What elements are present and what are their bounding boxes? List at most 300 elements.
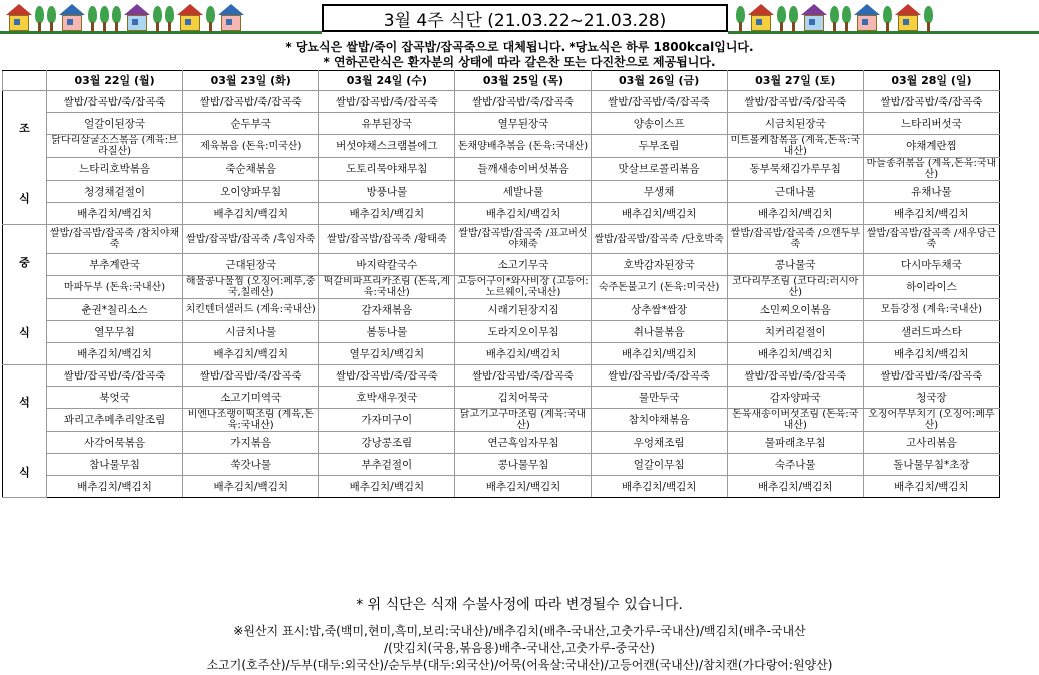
menu-cell <box>183 432 319 454</box>
menu-item: 쌀밥/잡곡밥/죽/잡곡죽 <box>335 95 438 108</box>
menu-cell <box>863 432 999 454</box>
menu-item: 가자미구이 <box>361 414 413 426</box>
house-icon <box>124 4 150 32</box>
menu-item: 상추쌈*쌈장 <box>631 303 688 316</box>
menu-item: 배추김치/백김치 <box>349 480 425 493</box>
menu-item: 콩나물국 <box>774 258 816 271</box>
menu-cell <box>591 276 727 299</box>
menu-item: 감자양파국 <box>769 391 821 404</box>
day-header: 03월 25일 (목) <box>455 71 591 91</box>
tree-icon <box>830 6 839 32</box>
menu-item: 유부된장국 <box>361 117 413 130</box>
menu-item: 쑥갓나물 <box>230 458 271 471</box>
menu-item: 시금치나물 <box>225 325 277 338</box>
menu-cell <box>47 276 183 299</box>
menu-item: 숙주나물 <box>774 458 816 471</box>
menu-item: 감자채볶음 <box>361 303 413 316</box>
menu-item: 세발나물 <box>502 185 544 198</box>
menu-body <box>3 91 1000 498</box>
menu-cell <box>727 476 863 498</box>
menu-cell <box>863 135 999 158</box>
menu-row <box>3 432 1000 454</box>
tree-icon <box>100 6 109 32</box>
tree-icon <box>924 6 933 32</box>
menu-item: 마늘종쥐볶음 (계육,돈육:국내산) <box>866 158 997 180</box>
menu-item: 버섯야채스크램블에그 <box>336 140 438 152</box>
menu-item: 오징어무부치기 (오징어:페루산) <box>868 409 995 431</box>
menu-cell <box>591 299 727 321</box>
menu-item: 하이라이스 <box>906 281 957 293</box>
menu-item: 쌀밥/잡곡밥/죽/잡곡죽 <box>63 369 166 382</box>
menu-item: 비엔나조랭이떡조림 (계육,돈육:국내산) <box>187 409 314 431</box>
menu-cell <box>727 181 863 203</box>
menu-row <box>3 135 1000 158</box>
menu-cell <box>591 225 727 254</box>
menu-cell <box>47 365 183 387</box>
house-icon <box>801 4 827 32</box>
menu-cell <box>455 91 591 113</box>
menu-item: 쌀밥/잡곡밥/죽/잡곡죽 <box>880 369 983 382</box>
menu-item: 도라지오이무침 <box>487 325 559 338</box>
menu-item: 물만두국 <box>638 391 680 404</box>
menu-item: 배추김치/백김치 <box>213 207 288 220</box>
menu-cell <box>591 158 727 181</box>
menu-cell <box>319 181 455 203</box>
menu-cell <box>863 409 999 432</box>
house-icon <box>895 4 921 32</box>
menu-cell <box>727 254 863 276</box>
meal-label-top: 조 <box>19 122 30 135</box>
menu-cell <box>183 365 319 387</box>
menu-item: 유채나물 <box>911 185 952 198</box>
menu-cell <box>455 365 591 387</box>
menu-item: 시래기된장지짐 <box>487 303 559 316</box>
menu-item: 얼갈이된장국 <box>84 117 145 130</box>
menu-cell <box>863 321 999 343</box>
menu-item: 배추김치/백김치 <box>758 347 833 360</box>
origin-note-line1: ※원산지 표시:밥,죽(백미,현미,흑미,보리:국내산)/배추김치(배추-국내산,고춧가루-국내산)/백김치(배추-국내산 <box>233 624 806 638</box>
day-header: 03월 26일 (금) <box>591 71 727 91</box>
menu-cell <box>727 299 863 321</box>
house-icon <box>59 4 85 32</box>
corner-cell <box>3 71 47 91</box>
menu-item: 배추김치/백김치 <box>77 347 152 360</box>
menu-cell <box>591 343 727 365</box>
page-title: 3월 4주 식단 (21.03.22~21.03.28) <box>322 4 728 32</box>
menu-item: 양송이스프 <box>633 117 685 130</box>
menu-cell <box>591 432 727 454</box>
menu-item: 배추김치/백김치 <box>213 347 288 360</box>
menu-cell <box>455 181 591 203</box>
menu-item: 들깨새송이버섯볶음 <box>477 163 569 175</box>
menu-item: 미트볼케찹볶음 (계육,돈육:국내산) <box>730 135 861 157</box>
menu-row <box>3 91 1000 113</box>
menu-cell <box>183 387 319 409</box>
menu-cell <box>319 343 455 365</box>
menu-item: 느타리호박볶음 <box>79 163 151 175</box>
meal-label-bottom: 식 <box>19 192 30 205</box>
menu-item: 배추김치/백김치 <box>485 480 561 493</box>
menu-cell <box>319 225 455 254</box>
menu-row <box>3 203 1000 225</box>
menu-item: 취나물볶음 <box>633 325 685 338</box>
menu-cell <box>863 254 999 276</box>
meal-label-top: 석 <box>19 396 30 409</box>
menu-item: 순두부국 <box>230 117 271 130</box>
menu-cell <box>47 254 183 276</box>
menu-cell <box>455 387 591 409</box>
menu-item: 오이양파무침 <box>220 185 282 198</box>
menu-cell <box>455 203 591 225</box>
menu-item: 다시마두채국 <box>900 258 962 271</box>
menu-cell <box>863 476 999 498</box>
menu-item: 돈채양배추볶음 (돈육:국내산) <box>457 140 589 152</box>
menu-item: 무생채 <box>643 185 675 198</box>
meal-label-bottom: 식 <box>19 326 30 339</box>
menu-cell <box>863 181 999 203</box>
menu-item: 제육볶음 (돈육:미국산) <box>200 140 302 152</box>
menu-cell <box>183 476 319 498</box>
tree-icon <box>88 6 97 32</box>
menu-item: 배추김치/백김치 <box>894 480 969 493</box>
menu-item: 모듬강정 (계육:국내산) <box>880 304 983 315</box>
menu-cell <box>47 181 183 203</box>
menu-cell <box>47 409 183 432</box>
menu-cell <box>319 276 455 299</box>
menu-item: 배추김치/백김치 <box>485 347 561 360</box>
menu-item: 치커리겉절이 <box>764 325 826 338</box>
meal-label-lunch <box>3 225 47 365</box>
menu-cell <box>47 113 183 135</box>
menu-item: 부추계란국 <box>89 258 140 271</box>
menu-cell <box>47 203 183 225</box>
tree-icon <box>777 6 786 32</box>
menu-item: 청경채겉절이 <box>84 185 145 198</box>
menu-row <box>3 299 1000 321</box>
menu-item: 야채계란찜 <box>906 140 957 152</box>
menu-cell <box>319 321 455 343</box>
day-header: 03월 22일 (월) <box>47 71 183 91</box>
menu-row <box>3 365 1000 387</box>
menu-cell <box>455 299 591 321</box>
tree-icon <box>883 6 892 32</box>
menu-row <box>3 276 1000 299</box>
menu-cell <box>455 432 591 454</box>
house-icon <box>177 4 203 32</box>
menu-item: 코다리무조림 (코다리:러시아산) <box>732 276 859 298</box>
menu-cell <box>727 203 863 225</box>
menu-cell <box>455 409 591 432</box>
menu-item: 쌀밥/잡곡밥/죽/잡곡죽 <box>880 95 983 108</box>
tree-icon <box>35 6 44 32</box>
menu-item: 배추김치/백김치 <box>894 207 969 220</box>
menu-item: 배추김치/백김치 <box>77 207 152 220</box>
menu-cell <box>591 91 727 113</box>
menu-cell <box>863 158 999 181</box>
house-icon <box>6 4 32 32</box>
menu-cell <box>319 409 455 432</box>
menu-item: 가지볶음 <box>230 436 271 449</box>
menu-item: 닭다리살굴소스볶음 (계육:브라질산) <box>51 135 178 157</box>
menu-item: 봄동나물 <box>366 325 408 338</box>
menu-cell <box>455 254 591 276</box>
tree-icon <box>842 6 851 32</box>
menu-cell <box>455 476 591 498</box>
tree-icon <box>153 6 162 32</box>
menu-cell <box>727 365 863 387</box>
menu-item: 맛살브로콜리볶음 <box>618 163 700 175</box>
menu-cell <box>319 135 455 158</box>
menu-cell <box>455 454 591 476</box>
menu-cell <box>47 343 183 365</box>
meal-label-top: 중 <box>19 256 30 269</box>
origin-note-line2: /(맛김치(국용,볶음용)배추-국내산,고춧가루-중국산) <box>384 641 655 655</box>
menu-cell <box>863 343 999 365</box>
menu-cell <box>47 158 183 181</box>
menu-cell <box>47 387 183 409</box>
day-header: 03월 27일 (토) <box>727 71 863 91</box>
menu-item: 시금치된장국 <box>764 117 826 130</box>
menu-item: 꽈리고추메추리알조림 <box>63 414 166 426</box>
menu-item: 치킨텐더샐러드 (계육:국내산) <box>185 304 316 315</box>
menu-cell <box>47 432 183 454</box>
menu-cell <box>183 321 319 343</box>
menu-row <box>3 225 1000 254</box>
menu-item: 강낭콩조림 <box>361 436 413 449</box>
menu-item: 김치어묵국 <box>497 391 549 404</box>
menu-cell <box>47 321 183 343</box>
menu-cell <box>319 299 455 321</box>
menu-item: 도토리묵야채무침 <box>346 163 428 175</box>
day-header: 03월 24일 (수) <box>319 71 455 91</box>
menu-item: 쌀밥/잡곡밥/죽/잡곡죽 <box>335 369 438 382</box>
menu-item: 근대된장국 <box>225 258 277 271</box>
menu-cell <box>47 91 183 113</box>
menu-item: 열무된장국 <box>497 117 549 130</box>
menu-cell <box>863 276 999 299</box>
menu-cell <box>47 476 183 498</box>
house-icon <box>218 4 244 32</box>
menu-item: 참나물무침 <box>89 458 140 471</box>
menu-cell <box>47 454 183 476</box>
day-header: 03월 23일 (화) <box>183 71 319 91</box>
origin-note-line3: 소고기(호주산)/두부(대두:외국산)/순두부(대두:외국산)/어묵(어육살:국내산)/고등어캔(국내산)/참치캔(가다랑어:원양산) <box>206 658 833 672</box>
menu-item: 쌀밥/잡곡밥/잡곡죽 /새우당근죽 <box>866 228 997 250</box>
menu-item: 쌀밥/잡곡밥/죽/잡곡죽 <box>472 369 574 382</box>
menu-row <box>3 476 1000 498</box>
menu-cell <box>319 454 455 476</box>
menu-item: 배추김치/백김치 <box>894 347 969 360</box>
tree-icon <box>47 6 56 32</box>
meal-label-breakfast <box>3 91 47 225</box>
menu-cell <box>183 181 319 203</box>
menu-cell <box>319 158 455 181</box>
menu-cell <box>47 225 183 254</box>
menu-item: 샐러드파스타 <box>900 325 962 338</box>
menu-item: 소민찌오이볶음 <box>759 303 831 316</box>
meal-label-bottom: 식 <box>19 466 30 479</box>
menu-cell <box>319 365 455 387</box>
day-header-row <box>3 71 1000 91</box>
menu-cell <box>183 225 319 254</box>
menu-item: 배추김치/백김치 <box>621 480 697 493</box>
notice-diabetic: * 당뇨식은 쌀밥/죽이 잡곡밥/잡곡죽으로 대체됩니다. *당뇨식은 하루 1800kcal입니다. <box>285 40 754 54</box>
menu-cell <box>455 225 591 254</box>
menu-item: 배추김치/백김치 <box>758 207 833 220</box>
menu-item: 돈육새송이버섯조림 (돈육:국내산) <box>732 409 859 431</box>
menu-cell <box>183 203 319 225</box>
menu-row <box>3 409 1000 432</box>
menu-row <box>3 181 1000 203</box>
menu-item: 쌀밥/잡곡밥/잡곡죽 /황태죽 <box>327 233 447 245</box>
menu-cell <box>863 387 999 409</box>
menu-cell <box>591 203 727 225</box>
house-icon <box>854 4 880 32</box>
day-header: 03월 28일 (일) <box>863 71 999 91</box>
house-icon <box>748 4 774 32</box>
menu-cell <box>591 454 727 476</box>
menu-item: 두부조림 <box>638 140 680 152</box>
menu-cell <box>591 476 727 498</box>
menu-item: 죽순채볶음 <box>225 163 277 175</box>
menu-cell <box>183 409 319 432</box>
menu-item: 쌀밥/잡곡밥/죽/잡곡죽 <box>63 95 166 108</box>
menu-row <box>3 113 1000 135</box>
menu-cell <box>591 387 727 409</box>
menu-row <box>3 158 1000 181</box>
menu-cell <box>455 343 591 365</box>
menu-cell <box>863 203 999 225</box>
menu-cell <box>183 158 319 181</box>
menu-item: 느타리버섯국 <box>900 117 962 130</box>
tree-icon <box>206 6 215 32</box>
menu-item: 쌀밥/잡곡밥/죽/잡곡죽 <box>744 369 847 382</box>
menu-cell <box>183 254 319 276</box>
menu-item: 고등어구이*와사비장 (고등어:노르웨이,국내산) <box>457 276 589 298</box>
menu-cell <box>727 454 863 476</box>
tree-icon <box>789 6 798 32</box>
menu-cell <box>455 113 591 135</box>
menu-item: 방풍나물 <box>366 185 408 198</box>
menu-item: 쌀밥/잡곡밥/죽/잡곡죽 <box>744 95 847 108</box>
menu-item: 열무무침 <box>94 325 135 338</box>
menu-cell <box>319 91 455 113</box>
menu-cell <box>319 432 455 454</box>
menu-item: 콩나물무침 <box>497 458 549 471</box>
menu-item: 쌀밥/잡곡밥/죽/잡곡죽 <box>608 369 711 382</box>
menu-item: 숙주돈불고기 (돈육:미국산) <box>598 281 720 293</box>
menu-cell <box>319 476 455 498</box>
menu-item: 바지락칼국수 <box>356 258 418 271</box>
menu-cell <box>183 276 319 299</box>
menu-cell <box>727 321 863 343</box>
menu-item: 배추김치/백김치 <box>621 207 697 220</box>
menu-item: 배추김치/백김치 <box>485 207 561 220</box>
menu-item: 쌀밥/잡곡밥/잡곡죽 /단호박죽 <box>594 233 724 245</box>
menu-item: 배추김치/백김치 <box>621 347 697 360</box>
menu-cell <box>863 454 999 476</box>
tree-icon <box>736 6 745 32</box>
menu-item: 쌀밥/잡곡밥/죽/잡곡죽 <box>199 95 302 108</box>
menu-cell <box>591 365 727 387</box>
menu-item: 쌀밥/잡곡밥/죽/잡곡죽 <box>472 95 574 108</box>
menu-cell <box>183 135 319 158</box>
menu-item: 호박감자된장국 <box>623 258 695 271</box>
menu-item: 쌀밥/잡곡밥/죽/잡곡죽 <box>199 369 302 382</box>
menu-item: 배추김치/백김치 <box>349 207 425 220</box>
menu-item: 소고기미역국 <box>220 391 282 404</box>
menu-item: 쌀밥/잡곡밥/죽/잡곡죽 <box>608 95 711 108</box>
menu-item: 돌나물무침*초장 <box>893 458 970 471</box>
menu-item: 호박새우젓국 <box>356 391 418 404</box>
menu-row <box>3 343 1000 365</box>
menu-cell <box>455 276 591 299</box>
menu-cell <box>591 181 727 203</box>
menu-cell <box>319 203 455 225</box>
menu-row <box>3 254 1000 276</box>
menu-item: 북엇국 <box>99 391 130 404</box>
menu-cell <box>727 276 863 299</box>
menu-row <box>3 454 1000 476</box>
menu-cell <box>727 409 863 432</box>
menu-item: 근대나물 <box>774 185 816 198</box>
change-note: * 위 식단은 식재 수불사정에 따라 변경될수 있습니다. <box>356 597 683 613</box>
menu-cell <box>319 387 455 409</box>
menu-cell <box>727 432 863 454</box>
tree-icon <box>112 6 121 32</box>
menu-row <box>3 321 1000 343</box>
menu-item: 소고기무국 <box>497 258 549 271</box>
menu-item: 동부묵채김가루무침 <box>749 163 841 175</box>
menu-cell <box>183 343 319 365</box>
menu-cell <box>727 135 863 158</box>
menu-cell <box>183 91 319 113</box>
menu-item: 부추겉절이 <box>361 458 413 471</box>
menu-cell <box>183 454 319 476</box>
menu-cell <box>591 135 727 158</box>
menu-cell <box>47 299 183 321</box>
menu-cell <box>591 113 727 135</box>
banner-decoration-right <box>736 2 933 32</box>
menu-cell <box>863 299 999 321</box>
notice-dysphagia: * 연하곤란식은 환자분의 상태에 따라 갈은찬 또는 다진찬으로 제공됩니다. <box>323 55 716 69</box>
menu-item: 닭고기고구마조림 (계육:국내산) <box>459 409 587 431</box>
menu-row <box>3 387 1000 409</box>
menu-item: 얼갈이무침 <box>633 458 685 471</box>
meal-label-dinner <box>3 365 47 498</box>
menu-cell <box>863 113 999 135</box>
menu-cell <box>183 299 319 321</box>
menu-cell <box>727 158 863 181</box>
menu-item: 배추김치/백김치 <box>77 480 152 493</box>
menu-item: 연근흑임자무침 <box>487 436 559 449</box>
banner-decoration-left <box>6 2 244 32</box>
menu-cell <box>319 254 455 276</box>
menu-cell <box>727 343 863 365</box>
menu-cell <box>863 225 999 254</box>
menu-item: 떡갈비파프리카조림 (돈육,계육:국내산) <box>323 276 450 298</box>
menu-item: 쌀밥/잡곡밥/잡곡죽 /참치야채죽 <box>49 228 180 250</box>
menu-item: 해물콩나물찜 (오징어:페루,중국,칠레산) <box>185 276 316 298</box>
menu-item: 쌀밥/잡곡밥/잡곡죽 /흑임자죽 <box>186 233 316 245</box>
menu-item: 참치야채볶음 <box>628 414 690 426</box>
menu-item: 마파두부 (돈육:국내산) <box>63 281 166 293</box>
menu-cell <box>863 91 999 113</box>
menu-cell <box>727 91 863 113</box>
menu-cell <box>863 365 999 387</box>
tree-icon <box>165 6 174 32</box>
weekly-menu-table <box>2 70 1000 498</box>
